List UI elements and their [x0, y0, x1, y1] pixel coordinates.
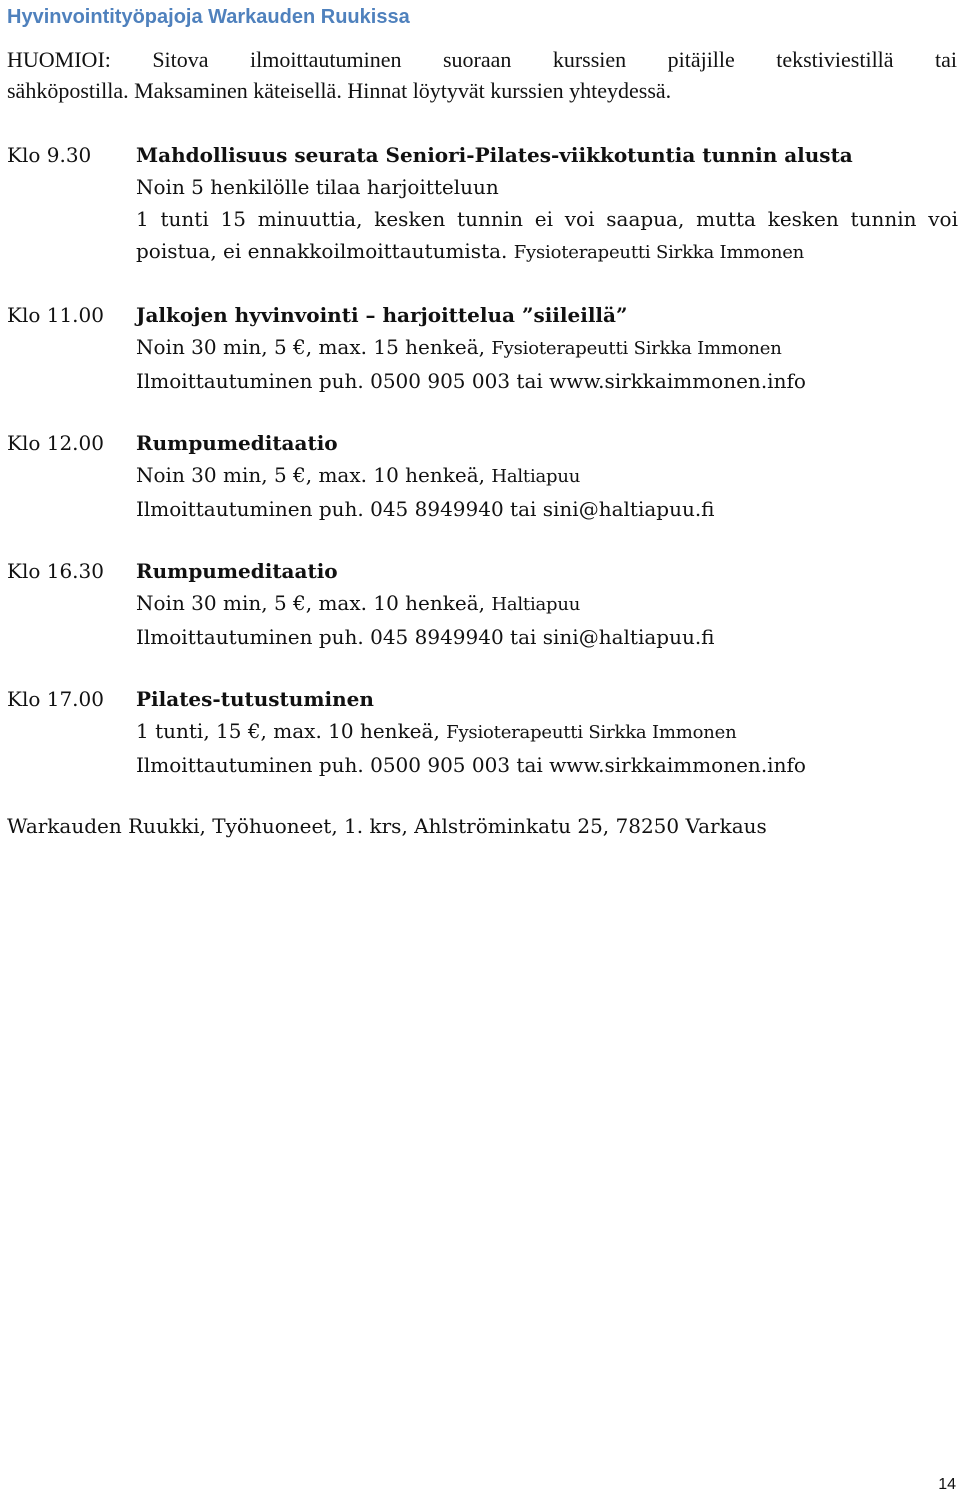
notice-line-1: HUOMIOI: Sitova ilmoittautuminen suoraan kurssien pitäjille tekstiviestillä tai — [7, 47, 957, 72]
session-price-capacity: Noin 30 min, 5 €, max. 10 henkeä, — [136, 591, 485, 615]
session-details — [136, 683, 958, 781]
session-note — [136, 235, 958, 269]
session-instructor: Fysioterapeutti Sirkka Immonen — [446, 722, 737, 743]
session-instructor: Haltiapuu — [491, 466, 581, 487]
session-details — [136, 139, 958, 269]
session-info — [136, 331, 958, 365]
session-time: Klo 11.00 — [7, 303, 104, 327]
session-price-capacity: Noin 30 min, 5 €, max. 10 henkeä, — [136, 463, 485, 487]
session-info — [136, 715, 958, 749]
page-heading: Hyvinvointityöpajoja Warkauden Ruukissa — [7, 6, 410, 28]
session-registration-note: poistua, ei ennakkoilmoittautumista. — [136, 239, 508, 263]
session-time: Klo 16.30 — [7, 559, 104, 583]
session-instructor: Fysioterapeutti Sirkka Immonen — [513, 242, 805, 263]
session-details — [136, 299, 958, 397]
session-title: Rumpumeditaatio — [136, 559, 338, 583]
venue-address: Warkauden Ruukki, Työhuoneet, 1. krs, Ahlströminkatu 25, 78250 Varkaus — [7, 814, 767, 838]
session-registration: Ilmoittautuminen puh. 045 8949940 tai sini@haltiapuu.fi — [136, 497, 715, 521]
session-registration: Ilmoittautuminen puh. 045 8949940 tai sini@haltiapuu.fi — [136, 625, 715, 649]
session-price-capacity: Noin 30 min, 5 €, max. 15 henkeä, — [136, 335, 485, 359]
session-info — [136, 459, 958, 493]
session-title: Mahdollisuus seurata Seniori-Pilates-viikkotuntia tunnin alusta — [136, 143, 853, 167]
session-title: Jalkojen hyvinvointi – harjoittelua ”siileillä” — [136, 303, 628, 327]
session-title: Rumpumeditaatio — [136, 431, 338, 455]
session-registration: Ilmoittautuminen puh. 0500 905 003 tai www.sirkkaimmonen.info — [136, 369, 806, 393]
session-price-capacity: 1 tunti, 15 €, max. 10 henkeä, — [136, 719, 440, 743]
session-instructor: Fysioterapeutti Sirkka Immonen — [491, 338, 782, 359]
session-capacity: Noin 5 henkilölle tilaa harjoitteluun — [136, 175, 499, 199]
notice-line-2: sähköpostilla. Maksaminen käteisellä. Hinnat löytyvät kurssien yhteydessä. — [7, 78, 672, 103]
session-title: Pilates-tutustuminen — [136, 687, 374, 711]
session-info — [136, 587, 958, 621]
session-details — [136, 427, 958, 525]
session-details — [136, 555, 958, 653]
session-instructor: Haltiapuu — [491, 594, 581, 615]
page-number: 14 — [938, 1476, 956, 1493]
session-time: Klo 9.30 — [7, 143, 92, 167]
session-duration: 1 tunti 15 minuuttia, kesken tunnin ei voi saapua, mutta kesken tunnin voi — [136, 207, 958, 231]
session-time: Klo 17.00 — [7, 687, 104, 711]
notice-paragraph — [7, 44, 957, 106]
session-time: Klo 12.00 — [7, 431, 104, 455]
session-registration: Ilmoittautuminen puh. 0500 905 003 tai www.sirkkaimmonen.info — [136, 753, 806, 777]
